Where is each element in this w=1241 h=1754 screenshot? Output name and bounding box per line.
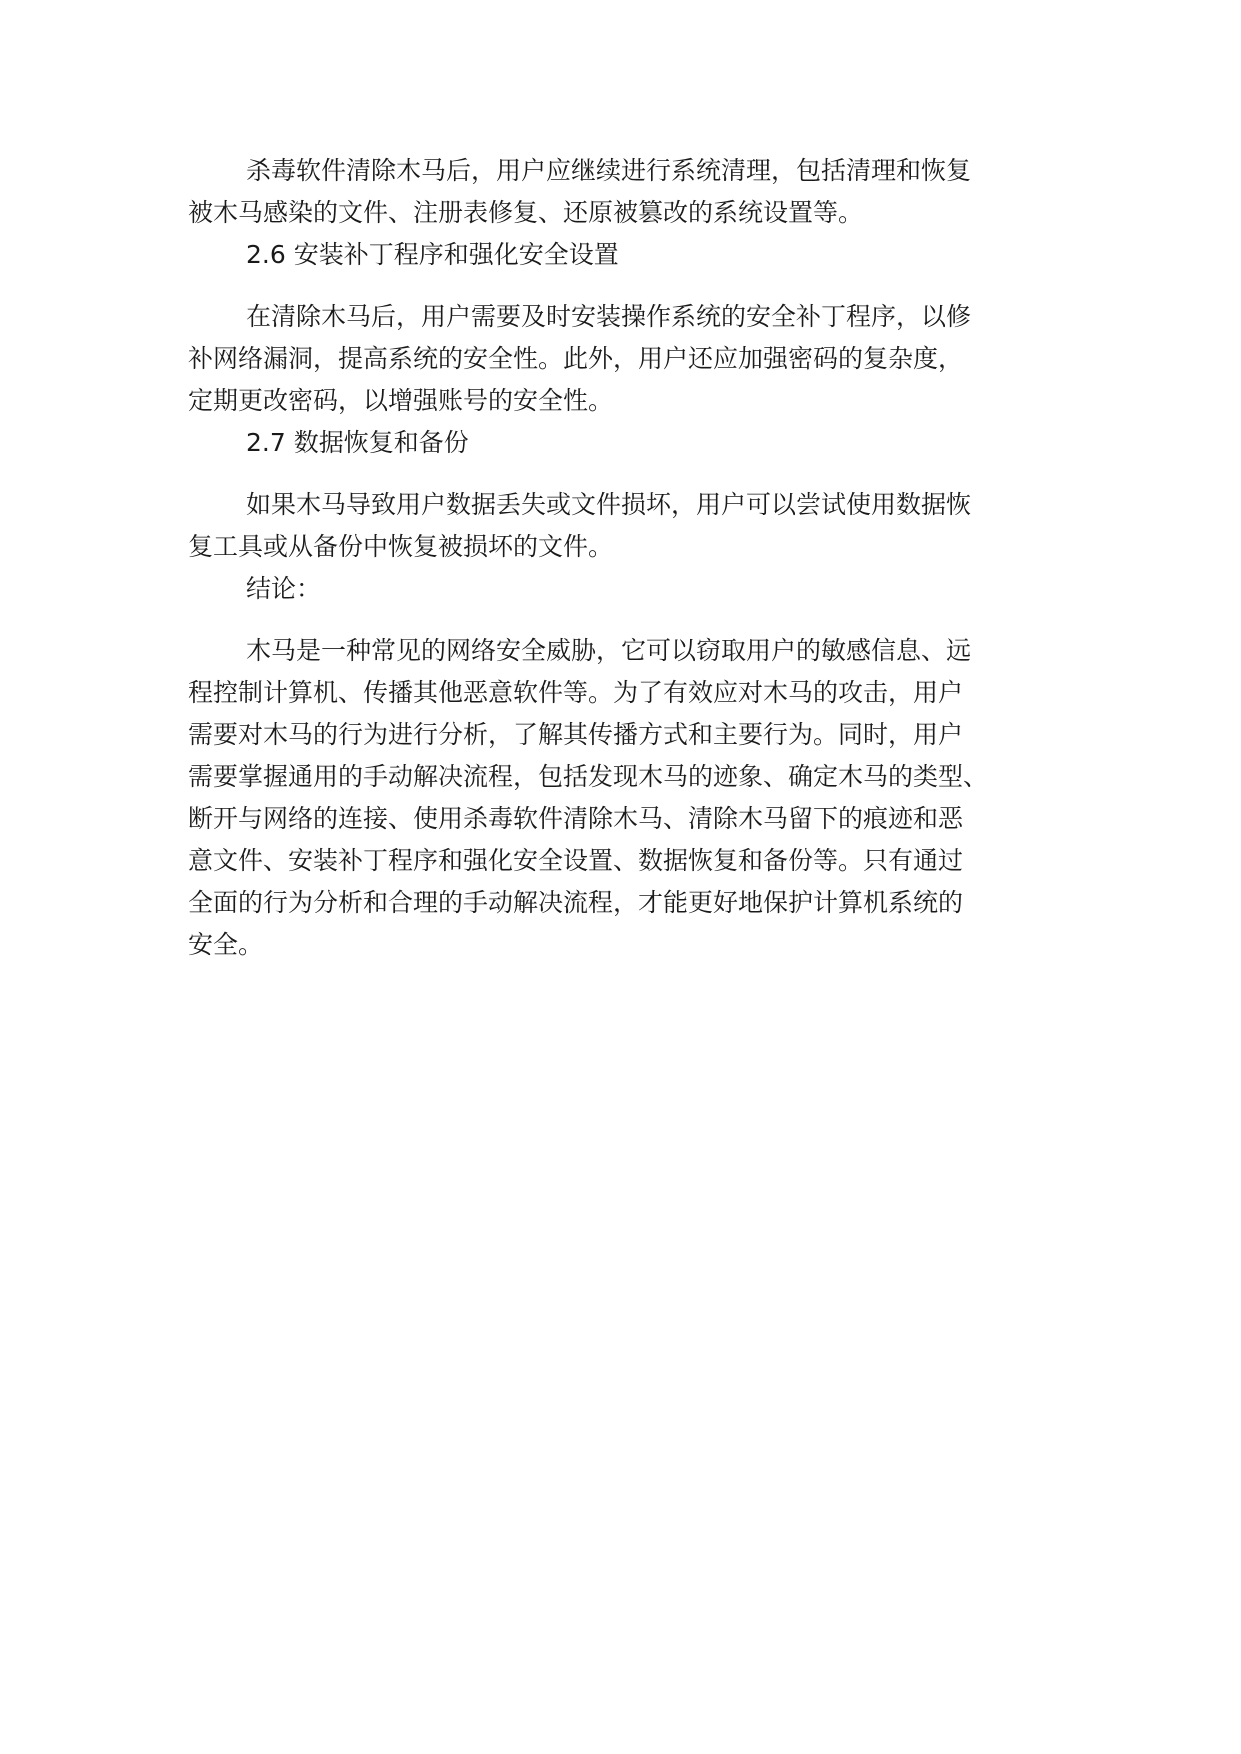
text-line: 补网络漏洞，提高系统的安全性。此外，用户还应加强密码的复杂度， [188,344,964,373]
section-heading-2-7: 2.7 数据恢复和备份 [246,428,469,457]
paragraph-system-cleanup [188,150,1068,234]
text-line: 程控制计算机、传播其他恶意软件等。为了有效应对木马的攻击，用户 [188,678,964,707]
document-body [188,150,1068,966]
paragraph-data-recovery [188,484,1068,568]
text-line: 需要掌握通用的手动解决流程，包括发现木马的迹象、确定木马的类型、 [188,762,989,791]
text-line: 全面的行为分析和合理的手动解决流程，才能更好地保护计算机系统的 [188,888,964,917]
text-line: 定期更改密码，以增强账号的安全性。 [188,386,614,415]
text-line: 需要对木马的行为进行分析，了解其传播方式和主要行为。同时，用户 [188,720,964,749]
text-line: 断开与网络的连接、使用杀毒软件清除木马、清除木马留下的痕迹和恶 [188,804,964,833]
paragraph-install-patches [188,296,1068,422]
text-line: 如果木马导致用户数据丢失或文件损坏，用户可以尝试使用数据恢 [246,490,972,519]
text-line: 复工具或从备份中恢复被损坏的文件。 [188,532,614,561]
text-line: 安全。 [188,930,264,959]
text-line: 被木马感染的文件、注册表修复、还原被篡改的系统设置等。 [188,198,864,227]
text-line: 意文件、安装补丁程序和强化安全设置、数据恢复和备份等。只有通过 [188,846,964,875]
section-heading-2-6: 2.6 安装补丁程序和强化安全设置 [246,240,619,269]
text-line: 在清除木马后，用户需要及时安装操作系统的安全补丁程序，以修 [246,302,972,331]
text-line: 木马是一种常见的网络安全威胁，它可以窃取用户的敏感信息、远 [246,636,972,665]
conclusion-label: 结论： [246,574,322,603]
paragraph-conclusion [188,630,1068,966]
text-line: 杀毒软件清除木马后，用户应继续进行系统清理，包括清理和恢复 [246,156,972,185]
